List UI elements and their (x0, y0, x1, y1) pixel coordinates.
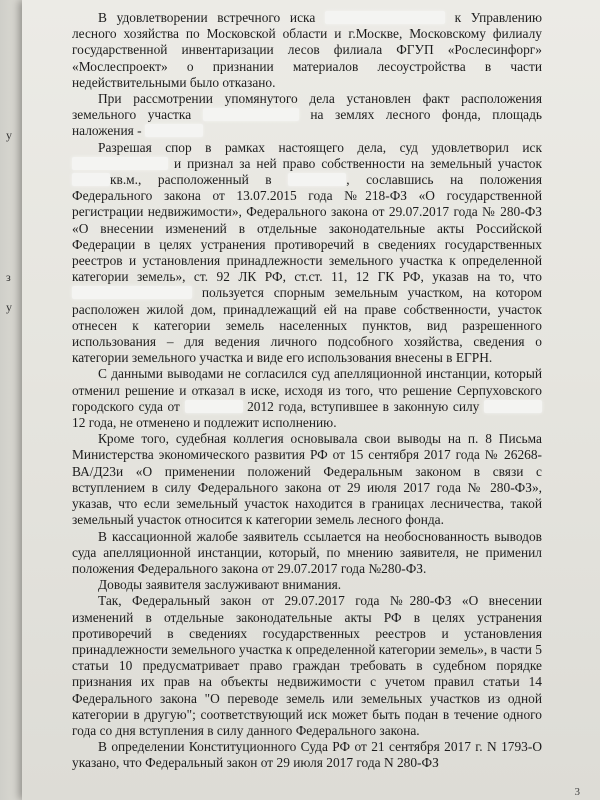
paragraph-federal-law: Так, Федеральный закон от 29.07.2017 года №280-ФЗ «О внесении изменений в отдельные законодательные акты РФ в целях устранения противоречий в сведениях государственных реестров и установления принадлежности земельного участка к определенной категории земель», в части 5 статьи 10 предусматривает право граждан требовать в судебном порядке признания их прав на объекты недвижимости с учетом правил статьи 14 Федерального закона "О переводе земель или земельных участков из одной категории в другую"; соответствующий иск может быть подан в течение одного года со дня вступления в силу данного Федерального закона. (72, 593, 542, 738)
document-body (72, 10, 542, 772)
paragraph-appeal (72, 366, 542, 431)
page-number: 3 (574, 786, 580, 798)
paragraph-court-decision (72, 140, 542, 367)
redaction (72, 157, 168, 170)
edge-mark: у (6, 128, 12, 142)
paragraph-constitutional-court: В определении Конституционного Суда РФ от 21 сентября 2017 г. N 1793-О указано, что Федеральный закон от 29 июля 2017 года N 280-ФЗ (72, 739, 542, 771)
paragraph-text: 12 года, не отменено и подлежит исполнению. (72, 415, 337, 431)
redaction (72, 286, 192, 299)
paragraph-ministry-letter: Кроме того, судебная коллегия основывала свои выводы на п. 8 Письма Министерства экономического развития РФ от 15 сентября 2017 года № 26268-ВА/Д23и «О применении положений Федеральным законом в связи с вступлением в силу Федерального закона от 29 июля 2017 года № 280-ФЗ», указав, что если земельный участок находится в границах лесничества, такой земельный участок относится к категории земель лесного фонда. (72, 431, 542, 528)
paragraph-text: кв.м., расположенный в (110, 172, 272, 188)
redaction (203, 108, 299, 121)
paragraph-text: , сославшись на положения Федерального закона от 13.07.2015 года №218-ФЗ «О государственной регистрации недвижимости», Федерального закона от 29.07.2017 года № 280-ФЗ «О внесении изменений в отдельные законодательные акты Российской Федерации в целях устранения противоречий в сведениях государственных реестров и установления принадлежности земельного участка к определенной категории земель», ст. 92 ЛК РФ, ст.ст. 11, 12 ГК РФ, указав на то, что (72, 172, 542, 285)
edge-mark: з (6, 270, 11, 284)
paragraph-arguments: Доводы заявителя заслуживают внимания. (98, 577, 342, 593)
redaction (484, 400, 542, 413)
paragraph-text: В удовлетворении встречного иска (98, 10, 316, 25)
paragraph-overlap-fact (72, 91, 542, 140)
paragraph-text: Разрешая спор в рамках настоящего дела, суд удовлетворил иск (98, 139, 542, 155)
paragraph-text: пользуется спорным земельным участком, на котором расположен жилой дом, принадлежащий ей на праве собственности, участок отнесен к категории земель населенных пунктов, вид разрешенного использования – для ведения личного подсобного хозяйства, сведения о категории земельного участка и виде его использования внесены в ЕГРН. (72, 285, 542, 366)
paragraph-text: к Управлению лесного хозяйства по Московской области и г.Москве, Московскому филиалу государственной инвентаризации лесов филиала ФГУП «Рослесинфорг» «Мослеспроект» о признании материалов лесоустройства в части недействительными было отказано. (72, 10, 542, 90)
paragraph-cassation: В кассационной жалобе заявитель ссылается на необоснованность выводов суда апелляционной инстанции, который, по мнению заявителя, не применил положения Федерального закона от 29.07.2017 года №280-ФЗ. (72, 528, 542, 576)
paragraph-counterclaim (72, 10, 542, 91)
redaction (145, 124, 203, 137)
paragraph-text: и признал за ней право собственности на земельный участок (173, 155, 542, 171)
paragraph-text: на землях лесного фонда, площадь наложения - (72, 107, 542, 139)
paragraph-text: С данными выводами не согласился суд апелляционной инстанции, который отменил решение и отказал в иске, исходя из того, что решение Серпуховского городского суда от (72, 366, 542, 414)
redaction (288, 173, 346, 186)
document-page (22, 0, 600, 800)
paragraph-text: При рассмотрении упомянутого дела установлен факт расположения земельного участка (72, 91, 542, 123)
redaction (325, 11, 445, 24)
edge-mark: у (6, 300, 12, 314)
redaction (72, 173, 110, 186)
paragraph-text: 2012 года, вступившее в законную силу (247, 398, 480, 414)
redaction (185, 400, 243, 413)
